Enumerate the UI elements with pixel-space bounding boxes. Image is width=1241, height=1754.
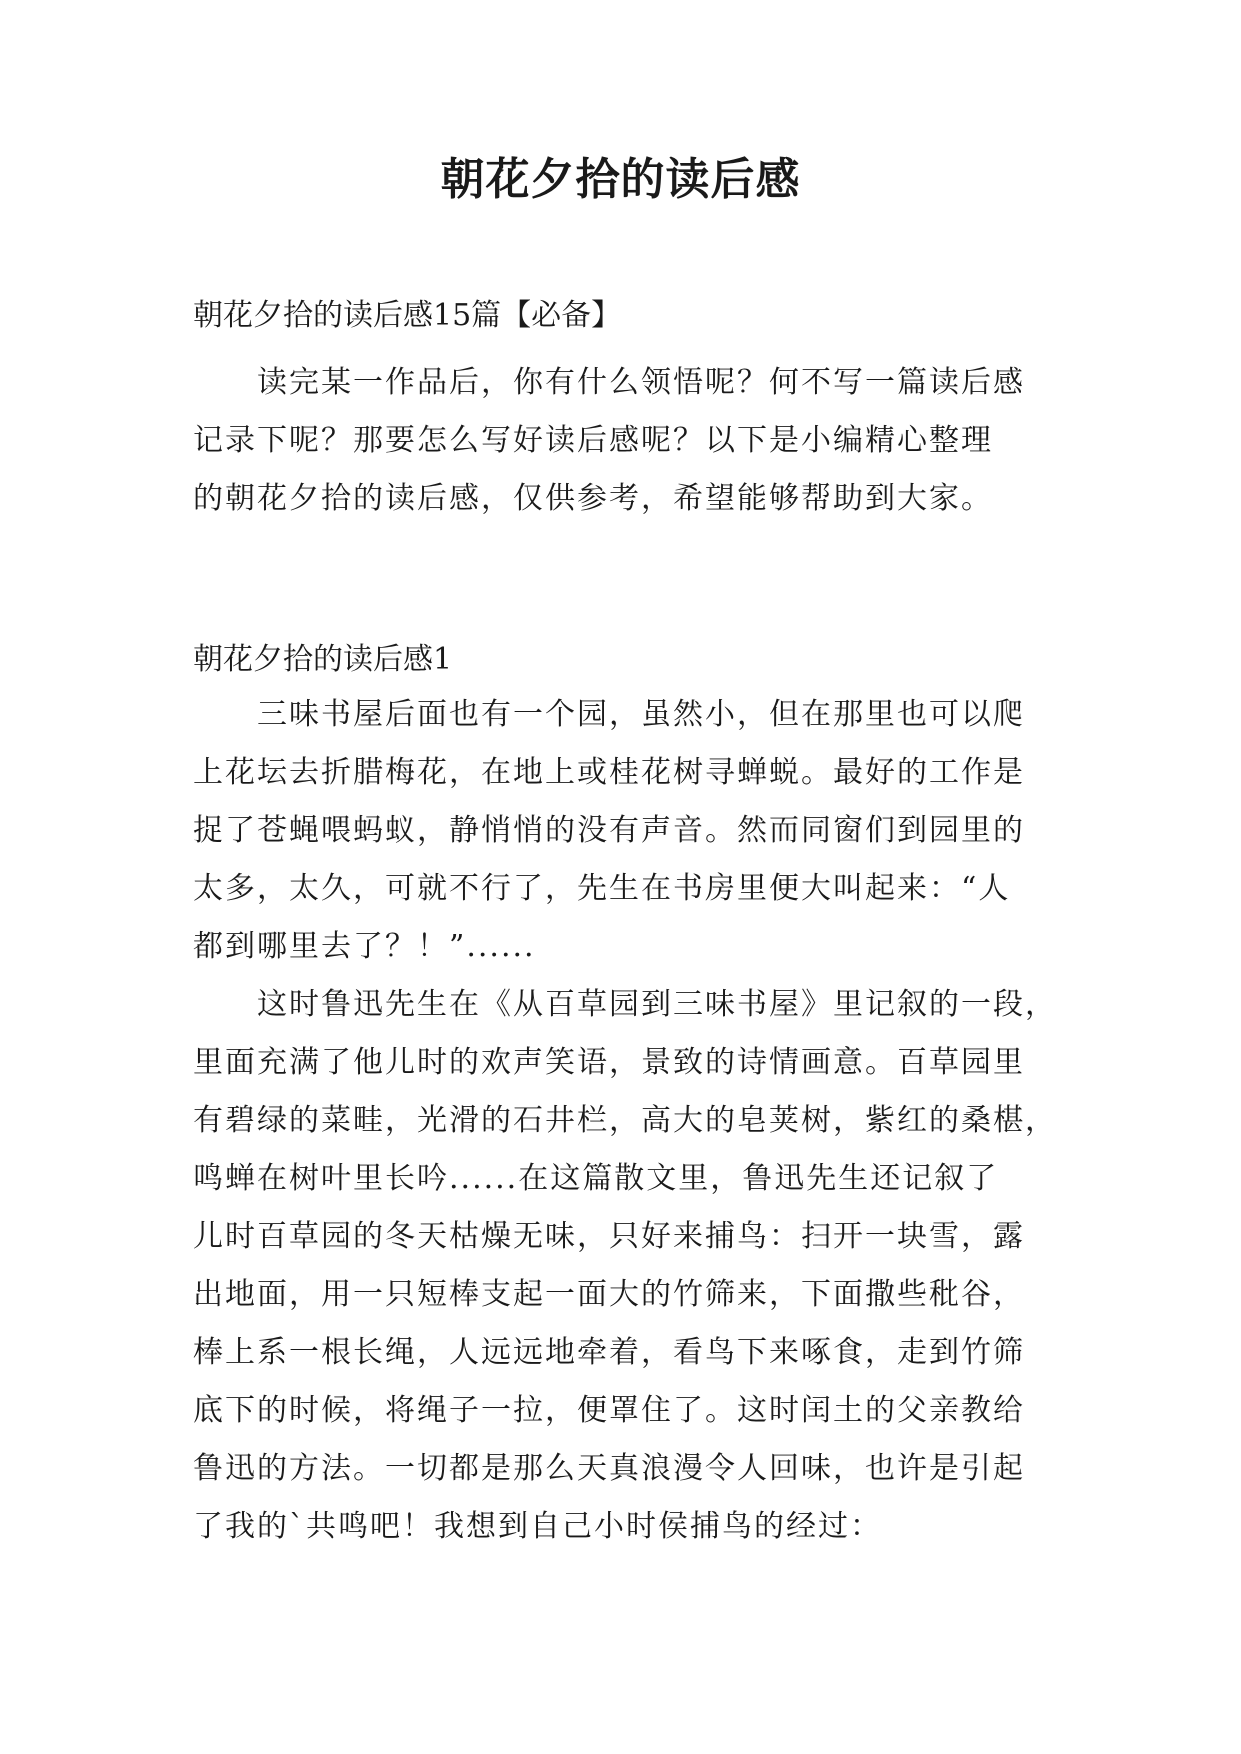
section-heading: 朝花夕拾的读后感1 [193,642,453,677]
paragraph-line: 棒上系一根长绳，人远远地牵着，看鸟下来啄食，走到竹筛 [193,1335,1025,1370]
document-subtitle: 朝花夕拾的读后感15篇【必备】 [193,298,622,333]
paragraph-line: 了我的`共鸣吧！我想到自己小时侯捕鸟的经过： [193,1509,882,1544]
paragraph-line: 有碧绿的菜畦，光滑的石井栏，高大的皂荚树，紫红的桑椹， [193,1103,1057,1138]
paragraph-line: 上花坛去折腊梅花，在地上或桂花树寻蝉蜕。最好的工作是 [193,755,1025,790]
paragraph-line: 底下的时候，将绳子一拉，便罩住了。这时闰土的父亲教给 [193,1393,1025,1428]
paragraph-line: 出地面，用一只短棒支起一面大的竹筛来，下面撒些秕谷， [193,1277,1025,1312]
paragraph-line: 都到哪里去了？！”...... [193,929,536,964]
paragraph-line: 儿时百草园的冬天枯燥无味，只好来捕鸟：扫开一块雪，露 [193,1219,1025,1254]
document-title: 朝花夕拾的读后感 [440,154,801,205]
paragraph-line: 三味书屋后面也有一个园，虽然小，但在那里也可以爬 [257,697,1025,732]
section-1-paragraph-2 [193,976,1063,1556]
intro-line: 的朝花夕拾的读后感，仅供参考，希望能够帮助到大家。 [193,481,993,516]
intro-line: 读完某一作品后，你有什么领悟呢？何不写一篇读后感 [257,365,1025,400]
paragraph-line: 鸣蝉在树叶里长吟......在这篇散文里，鲁迅先生还记叙了 [193,1161,999,1196]
paragraph-line: 太多，太久，可就不行了，先生在书房里便大叫起来：“人 [193,871,1011,906]
intro-paragraph [193,354,1063,528]
intro-line: 记录下呢？那要怎么写好读后感呢？以下是小编精心整理 [193,423,993,458]
paragraph-line: 鲁迅的方法。一切都是那么天真浪漫令人回味，也许是引起 [193,1451,1025,1486]
paragraph-line: 里面充满了他儿时的欢声笑语，景致的诗情画意。百草园里 [193,1045,1025,1080]
section-1-paragraph-1 [193,686,1063,976]
paragraph-line: 这时鲁迅先生在《从百草园到三味书屋》里记叙的一段， [257,987,1057,1022]
paragraph-line: 捉了苍蝇喂蚂蚁，静悄悄的没有声音。然而同窗们到园里的 [193,813,1025,848]
